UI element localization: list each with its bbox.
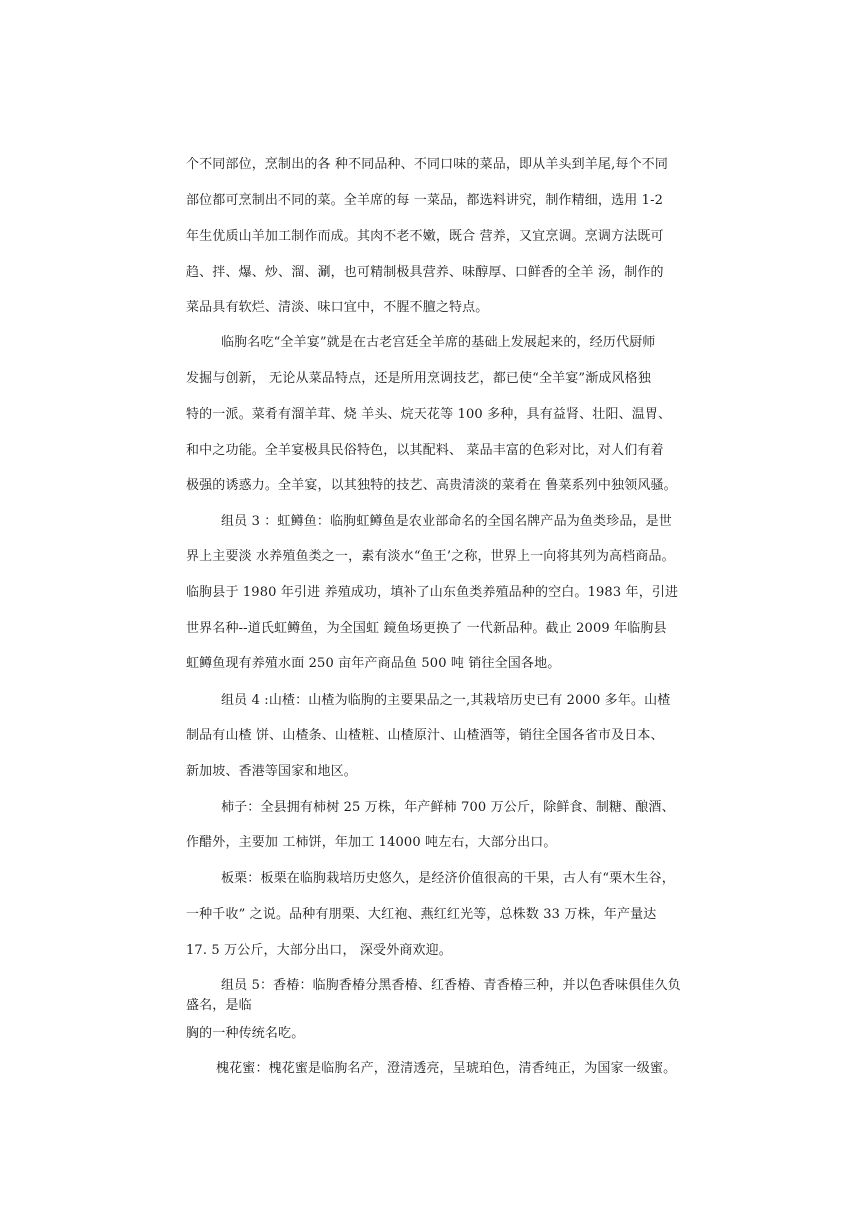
text-line: 菜品具有软烂、清淡、味口宜中，不腥不膻之特点。 <box>186 300 489 315</box>
text-line: 年生优质山羊加工制作而成。其肉不老不嫩，既合 营养，又宜烹调。烹调方法既可 <box>186 229 664 244</box>
text-line: 胸的一种传统名吃。 <box>186 1026 305 1041</box>
text-line: 个不同部位，烹制出的各 种不同品种、不同口味的菜品，即从羊头到羊尾,每个不同 <box>186 157 668 172</box>
text-line: 组员 3 ：虹鳟鱼：临朐虹鳟鱼是农业部命名的全国名牌产品为鱼类珍品，是世 <box>221 514 672 529</box>
text-line: 部位都可烹制出不同的菜。全羊席的每 一菜品，都选料讲究，制作精细，选用 1-2 <box>186 193 664 208</box>
text-line: 和中之功能。全羊宴极具民俗特色，以其配料、 菜品丰富的色彩对比，对人们有着 <box>186 443 664 458</box>
text-line: 特的一派。菜肴有溜羊茸、烧 羊头、烷天花等 100 多种，具有益肾、壮阳、温胃、 <box>186 407 672 422</box>
text-line: 柿子：全县拥有柿树 25 万株，年产鲜柿 700 万公斤，除鲜食、制糖、酿酒、 <box>221 800 675 815</box>
text-line: 发掘与创新， 无论从菜品特点，还是所用烹调技艺，都已使“全羊宴”渐成风格独 <box>186 371 651 386</box>
text-line: 极强的诱惑力。全羊宴，以其独特的技艺、高贵清淡的菜肴在 鲁菜系列中独领风骚。 <box>186 478 677 493</box>
text-line: 17. 5 万公斤，大部分出口， 深受外商欢迎。 <box>186 943 452 958</box>
text-line: 界上主要淡 水养殖鱼类之一，素有淡水“鱼王’之称，世界上一向将其列为高档商品。 <box>186 549 675 564</box>
text-line: 临朐名吃“全羊宴”就是在古老宫廷全羊席的基础上发展起来的，经历代厨师 <box>221 335 656 350</box>
text-line: 作醋外，主要加 工柿饼，年加工 14000 吨左右，大部分出口。 <box>186 835 557 850</box>
text-line: 板栗：板栗在临朐栽培历史悠久，是经济价值很高的干果，古人有“栗木生谷， <box>221 871 675 886</box>
text-line: 世界名种--道氏虹鳟鱼，为全国虹 鏡鱼场更换了 一代新品种。截止 2009 年临朐县 <box>186 621 667 636</box>
text-line: 组员 4 :山楂：山楂为临朐的主要果品之一,其栽培历史已有 2000 多年。山楂 <box>221 693 671 708</box>
text-line: 临朐县于 1980 年引进 养殖成功，填补了山东鱼类养殖品种的空白。1983 年，引进 <box>186 585 679 600</box>
text-line: 制品有山楂 饼、山楂条、山楂粧、山楂原汁、山楂酒等，销往全国各省市及日本、 <box>186 728 664 743</box>
text-line: 一种千收” 之说。品种有朋栗、大红袍、燕红红光等，总株数 33 万株，年产量达 <box>186 907 657 922</box>
text-line: 新加坡、香港等国家和地区。 <box>186 764 357 779</box>
text-line: 槐花蜜：槐花蜜是临朐名产，澄清透亮，呈琥珀色，清香纯正，为国家一级蜜。 <box>216 1061 677 1076</box>
text-line: 组员 5：香椿：临朐香椿分黑香椿、红香椿、青香椿三种，并以色香味俱佳久负 <box>221 978 681 993</box>
text-line: 虹鳟鱼现有养殖水面 250 亩年产商品鱼 500 吨 销往全国各地。 <box>186 656 561 671</box>
text-line: 趋、拌、爆、炒、溜、涮，也可精制极具营养、味醇厚、口鲜香的全羊 汤，制作的 <box>186 265 664 280</box>
text-line: 盛名，是临 <box>186 998 252 1013</box>
